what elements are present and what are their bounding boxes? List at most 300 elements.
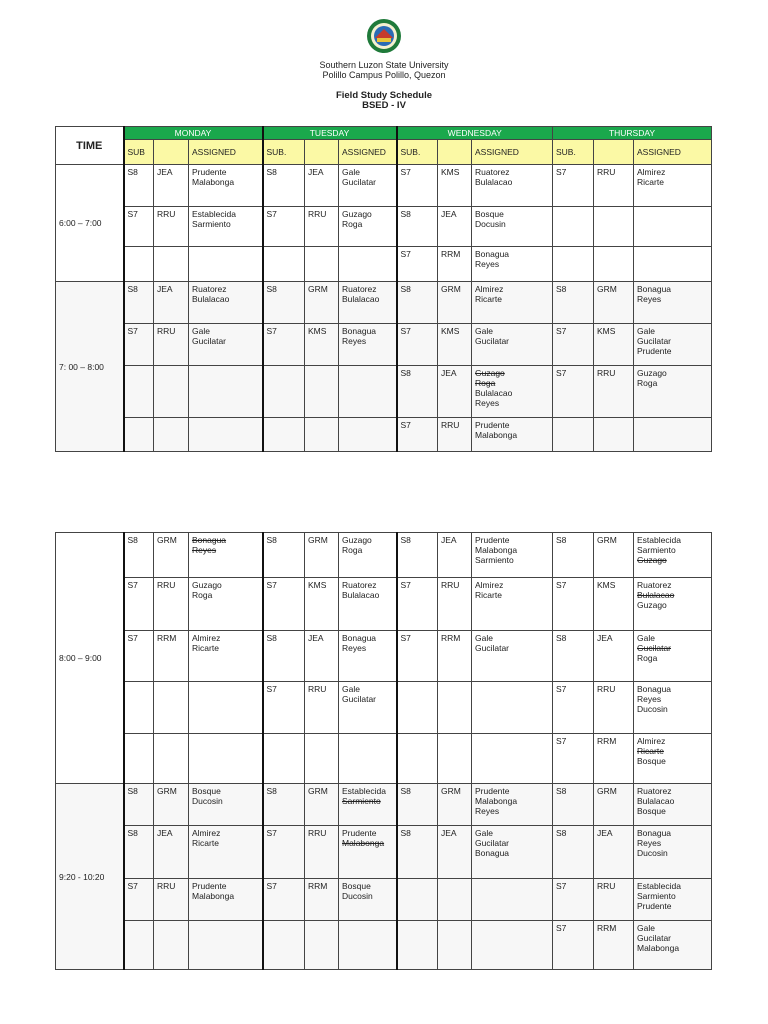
subject-cell [397, 921, 438, 970]
time-slot: 6:00 – 7:00 [56, 165, 124, 282]
schedule-row [56, 784, 712, 826]
assignee-name: Almirez [192, 828, 221, 838]
assigned-cell [189, 418, 263, 452]
assignee-name: Ruatorez [637, 786, 672, 796]
struck-name: Bonagua [192, 535, 227, 545]
assigned-cell [339, 366, 397, 418]
assignee-name: Ruatorez [475, 167, 510, 177]
assigned-cell [634, 921, 712, 970]
assignee-name: Establecida [637, 535, 681, 545]
assigned-cell [634, 682, 712, 734]
assignee-name: Bonagua [342, 633, 377, 643]
assigned-cell [189, 826, 263, 879]
assigned-cell [634, 324, 712, 366]
teacher-code-cell [154, 366, 189, 418]
subject-cell [263, 247, 305, 282]
assigned-cell [189, 366, 263, 418]
assigned-cell [472, 631, 553, 682]
assigned-cell [339, 418, 397, 452]
assignee-name: Bulalacao [475, 177, 513, 187]
teacher-code-cell [438, 921, 472, 970]
assignee-name: Ruatorez [637, 580, 672, 590]
assigned-cell [634, 366, 712, 418]
subject-cell: S8 [553, 826, 594, 879]
schedule-row [56, 207, 712, 247]
assigned-cell [339, 207, 397, 247]
subject-cell: S8 [124, 533, 154, 578]
assignee-name: Bulalacao [342, 294, 380, 304]
teacher-code-cell: RRU [438, 578, 472, 631]
schedule-row [56, 324, 712, 366]
assignee-name: Prudente [342, 828, 377, 838]
assignee-name: Prudente [192, 881, 227, 891]
subject-cell: S7 [553, 324, 594, 366]
subject-cell: S7 [124, 631, 154, 682]
teacher-code-cell [154, 682, 189, 734]
subject-cell: S8 [124, 784, 154, 826]
assignee-name: Gucilatar [475, 643, 510, 653]
schedule-row [56, 533, 712, 578]
teacher-code-cell [305, 366, 339, 418]
assignee-name: Bosque [192, 786, 221, 796]
subject-cell [124, 921, 154, 970]
teacher-code-cell: RRM [438, 247, 472, 282]
assignee-name: Bonagua [637, 284, 672, 294]
assigned-cell [472, 533, 553, 578]
struck-name: Bulalacao [637, 590, 675, 600]
subject-cell [263, 734, 305, 784]
subject-cell: S8 [397, 282, 438, 324]
schedule-table-top [55, 126, 712, 452]
subject-cell [397, 682, 438, 734]
subject-cell [553, 418, 594, 452]
assignee-name: Gale [342, 684, 360, 694]
teacher-code-cell: RRU [438, 418, 472, 452]
assignee-name: Reyes [637, 294, 662, 304]
subject-cell: S7 [553, 578, 594, 631]
assignee-name: Guzago [637, 600, 667, 610]
assignee-name: Reyes [475, 259, 500, 269]
assigned-cell [472, 165, 553, 207]
teacher-code-cell [305, 734, 339, 784]
subject-cell [124, 682, 154, 734]
assignee-name: Sarmiento [192, 219, 231, 229]
sub-header: SUB. [553, 140, 594, 165]
assigned-cell [472, 734, 553, 784]
assignee-name: Bonagua [637, 828, 672, 838]
assignee-name: Ducosin [637, 704, 668, 714]
schedule-title: Field Study Schedule [335, 90, 433, 101]
subject-cell: S7 [124, 578, 154, 631]
subject-cell: S7 [397, 324, 438, 366]
assigned-cell [339, 324, 397, 366]
subject-cell: S8 [553, 784, 594, 826]
teacher-code-cell: GRM [594, 282, 634, 324]
assignee-name: Docusin [475, 219, 506, 229]
teacher-code-cell: KMS [438, 165, 472, 207]
teacher-code-cell [438, 682, 472, 734]
assigned-cell [472, 826, 553, 879]
assignee-name: Sarmiento [475, 555, 514, 565]
subject-cell [263, 366, 305, 418]
subject-cell: S7 [553, 734, 594, 784]
assignee-name: Prudente [475, 420, 510, 430]
subject-cell [263, 921, 305, 970]
struck-name: Gucilatar [637, 643, 672, 653]
struck-name: Malabonga [342, 838, 385, 848]
schedule-table-bottom [55, 532, 712, 970]
teacher-code-cell: RRU [594, 682, 634, 734]
schedule-row [56, 578, 712, 631]
schedule-row [56, 734, 712, 784]
subject-cell: S7 [397, 165, 438, 207]
assignee-name: Gucilatar [192, 336, 227, 346]
teacher-code-cell: JEA [305, 631, 339, 682]
schedule-row [56, 631, 712, 682]
assigned-cell [339, 282, 397, 324]
teacher-code-cell [305, 921, 339, 970]
assigned-cell [189, 324, 263, 366]
assignee-name: Bonagua [342, 326, 377, 336]
assignee-name: Prudente [192, 167, 227, 177]
subject-cell: S7 [263, 324, 305, 366]
teacher-code-cell: JEA [438, 366, 472, 418]
teacher-code-cell: GRM [594, 784, 634, 826]
assignee-name: Gucilatar [342, 177, 377, 187]
assignee-name: Gale [475, 828, 493, 838]
time-slot: 7: 00 – 8:00 [56, 282, 124, 452]
blank-header [305, 140, 339, 165]
teacher-code-cell [154, 921, 189, 970]
assignee-name: Ruatorez [192, 284, 227, 294]
university-seal-icon [366, 18, 402, 54]
assigned-cell [634, 578, 712, 631]
assigned-cell [189, 879, 263, 921]
day-tuesday: TUESDAY [263, 127, 397, 140]
assignee-name: Ruatorez [342, 580, 377, 590]
schedule-row [56, 682, 712, 734]
assignee-name: Roga [637, 653, 658, 663]
teacher-code-cell: JEA [154, 826, 189, 879]
teacher-code-cell: GRM [305, 533, 339, 578]
assignee-name: Gale [192, 326, 210, 336]
day-monday: MONDAY [124, 127, 263, 140]
subject-cell: S7 [124, 207, 154, 247]
teacher-code-cell: GRM [154, 533, 189, 578]
assignee-name: Prudente [475, 786, 510, 796]
assignee-name: Gucilatar [342, 694, 377, 704]
struck-name: Guzago [637, 555, 667, 565]
assignee-name: Gale [475, 326, 493, 336]
teacher-code-cell: RRM [154, 631, 189, 682]
assignee-name: Gale [637, 633, 655, 643]
assigned-header: ASSIGNED [472, 140, 553, 165]
teacher-code-cell [154, 418, 189, 452]
schedule-row [56, 418, 712, 452]
assigned-cell [339, 682, 397, 734]
assigned-cell [339, 533, 397, 578]
assigned-cell [339, 734, 397, 784]
time-slot: 9:20 - 10:20 [56, 784, 124, 970]
subject-cell: S8 [397, 533, 438, 578]
assignee-name: Ruatorez [342, 284, 377, 294]
assignee-name: Ducosin [637, 848, 668, 858]
subject-cell: S8 [397, 826, 438, 879]
teacher-code-cell: JEA [438, 826, 472, 879]
assignee-name: Reyes [475, 806, 500, 816]
sub-header: SUB. [397, 140, 438, 165]
assigned-cell [472, 879, 553, 921]
subject-cell: S7 [124, 879, 154, 921]
assigned-cell [189, 578, 263, 631]
subject-cell: S8 [263, 784, 305, 826]
assignee-name: Guzago [342, 535, 372, 545]
subject-cell: S7 [263, 826, 305, 879]
assignee-name: Gale [475, 633, 493, 643]
subject-cell: S8 [124, 826, 154, 879]
assigned-cell [634, 631, 712, 682]
assignee-name: Prudente [475, 535, 510, 545]
assigned-cell [472, 418, 553, 452]
assignee-name: Establecida [192, 209, 236, 219]
subject-cell: S8 [263, 631, 305, 682]
assignee-name: Gucilatar [637, 336, 672, 346]
teacher-code-cell [438, 879, 472, 921]
assigned-cell [634, 418, 712, 452]
teacher-code-cell: KMS [594, 578, 634, 631]
assigned-cell [634, 533, 712, 578]
assignee-name: Ricarte [192, 838, 219, 848]
assigned-cell [634, 879, 712, 921]
assignee-name: Gucilatar [475, 838, 510, 848]
assignee-name: Malabonga [192, 177, 235, 187]
subject-cell: S7 [263, 682, 305, 734]
assigned-header: ASSIGNED [189, 140, 263, 165]
assigned-cell [189, 207, 263, 247]
time-header: TIME [56, 127, 124, 165]
assignee-name: Bulalacao [475, 388, 513, 398]
assignee-name: Ricarte [637, 177, 664, 187]
assignee-name: Ricarte [475, 590, 502, 600]
assigned-cell [339, 165, 397, 207]
teacher-code-cell: RRU [594, 366, 634, 418]
assignee-name: Roga [342, 219, 363, 229]
subject-cell [124, 247, 154, 282]
teacher-code-cell: GRM [594, 533, 634, 578]
teacher-code-cell: RRU [594, 165, 634, 207]
assignee-name: Prudente [637, 346, 672, 356]
assigned-cell [634, 165, 712, 207]
subject-cell: S7 [397, 418, 438, 452]
assignee-name: Roga [192, 590, 213, 600]
assigned-cell [189, 165, 263, 207]
subject-cell [124, 366, 154, 418]
assigned-cell [634, 826, 712, 879]
assignee-name: Almirez [475, 580, 504, 590]
assignee-name: Ricarte [475, 294, 502, 304]
teacher-code-cell: RRU [154, 207, 189, 247]
assignee-name: Bosque [475, 209, 504, 219]
assignee-name: Bonagua [637, 684, 672, 694]
assignee-name: Guzago [192, 580, 222, 590]
assignee-name: Establecida [637, 881, 681, 891]
subject-cell: S8 [124, 165, 154, 207]
struck-name: Guzago [475, 368, 505, 378]
assigned-cell [189, 631, 263, 682]
subject-cell: S7 [553, 366, 594, 418]
assignee-name: Reyes [475, 398, 500, 408]
teacher-code-cell [154, 247, 189, 282]
assignee-name: Almirez [475, 284, 504, 294]
teacher-code-cell [154, 734, 189, 784]
assignee-name: Reyes [637, 838, 662, 848]
assigned-cell [634, 784, 712, 826]
assignee-name: Almirez [637, 167, 666, 177]
assignee-name: Gale [637, 923, 655, 933]
struck-name: Roga [475, 378, 496, 388]
subject-cell: S7 [397, 247, 438, 282]
subject-cell: S7 [124, 324, 154, 366]
subject-cell: S7 [553, 921, 594, 970]
assigned-cell [472, 682, 553, 734]
assigned-cell [339, 921, 397, 970]
assigned-cell [634, 207, 712, 247]
assigned-cell [472, 282, 553, 324]
subject-cell [553, 247, 594, 282]
subject-cell: S8 [263, 165, 305, 207]
schedule-row [56, 826, 712, 879]
subject-cell: S7 [263, 879, 305, 921]
subject-cell [263, 418, 305, 452]
teacher-code-cell [305, 418, 339, 452]
assigned-cell [189, 282, 263, 324]
subject-cell: S8 [397, 366, 438, 418]
assigned-cell [472, 578, 553, 631]
teacher-code-cell: JEA [154, 282, 189, 324]
subject-cell: S8 [263, 282, 305, 324]
teacher-code-cell: RRU [305, 207, 339, 247]
assignee-name: Establecida [342, 786, 386, 796]
assignee-name: Bonagua [475, 249, 510, 259]
teacher-code-cell: JEA [594, 631, 634, 682]
teacher-code-cell: GRM [305, 282, 339, 324]
assignee-name: Reyes [342, 643, 367, 653]
schedule-row [56, 165, 712, 207]
subject-cell: S8 [397, 207, 438, 247]
assigned-cell [339, 631, 397, 682]
assignee-name: Guzago [342, 209, 372, 219]
day-wednesday: WEDNESDAY [397, 127, 553, 140]
subject-cell: S7 [553, 879, 594, 921]
teacher-code-cell: GRM [305, 784, 339, 826]
assignee-name: Reyes [342, 336, 367, 346]
teacher-code-cell: RRU [305, 826, 339, 879]
subject-cell: S7 [263, 207, 305, 247]
campus-address: Polillo Campus Polillo, Quezon [322, 70, 446, 80]
teacher-code-cell [594, 418, 634, 452]
schedule-row [56, 247, 712, 282]
assigned-cell [189, 533, 263, 578]
teacher-code-cell: RRU [154, 324, 189, 366]
assigned-cell [339, 879, 397, 921]
teacher-code-cell: RRM [305, 879, 339, 921]
assignee-name: Roga [637, 378, 658, 388]
assignee-name: Bulalacao [192, 294, 230, 304]
assignee-name: Gucilatar [637, 933, 672, 943]
subject-cell: S8 [263, 533, 305, 578]
assignee-name: Sarmiento [637, 891, 676, 901]
teacher-code-cell [305, 247, 339, 282]
teacher-code-cell [438, 734, 472, 784]
assigned-header: ASSIGNED [339, 140, 397, 165]
teacher-code-cell: JEA [594, 826, 634, 879]
day-thursday: THURSDAY [553, 127, 712, 140]
assigned-cell [189, 921, 263, 970]
assigned-cell [189, 247, 263, 282]
subject-cell: S8 [553, 282, 594, 324]
assigned-cell [472, 366, 553, 418]
assigned-cell [472, 207, 553, 247]
assigned-cell [634, 734, 712, 784]
assignee-name: Malabonga [475, 796, 518, 806]
subject-cell: S8 [124, 282, 154, 324]
subject-cell: S7 [553, 682, 594, 734]
assignee-name: Bulalacao [342, 590, 380, 600]
assigned-cell [339, 784, 397, 826]
subject-cell [397, 879, 438, 921]
assignee-name: Gucilatar [475, 336, 510, 346]
assigned-cell [634, 282, 712, 324]
university-name: Southern Luzon State University [319, 60, 449, 70]
teacher-code-cell: RRU [154, 879, 189, 921]
assignee-name: Almirez [637, 736, 666, 746]
teacher-code-cell: JEA [438, 533, 472, 578]
blank-header [594, 140, 634, 165]
teacher-code-cell: GRM [438, 784, 472, 826]
assigned-cell [339, 247, 397, 282]
teacher-code-cell: RRM [594, 734, 634, 784]
assignee-name: Guzago [637, 368, 667, 378]
subject-cell [553, 207, 594, 247]
assignee-name: Reyes [637, 694, 662, 704]
assigned-cell [472, 247, 553, 282]
subject-cell [124, 418, 154, 452]
schedule-subtitle: BSED - IV [362, 100, 406, 111]
teacher-code-cell: JEA [305, 165, 339, 207]
teacher-code-cell [594, 247, 634, 282]
teacher-code-cell: RRU [154, 578, 189, 631]
schedule-row [56, 366, 712, 418]
time-slot: 8:00 – 9:00 [56, 533, 124, 784]
teacher-code-cell: RRU [594, 879, 634, 921]
teacher-code-cell: KMS [594, 324, 634, 366]
assignee-name: Sarmiento [637, 545, 676, 555]
struck-name: Ricarte [637, 746, 664, 756]
assigned-cell [189, 734, 263, 784]
assignee-name: Ducosin [192, 796, 223, 806]
assigned-cell [472, 324, 553, 366]
blank-header [438, 140, 472, 165]
teacher-code-cell: RRM [438, 631, 472, 682]
subject-cell: S8 [553, 631, 594, 682]
assigned-cell [189, 784, 263, 826]
sub-header: SUB. [263, 140, 305, 165]
assignee-name: Bosque [637, 806, 666, 816]
assignee-name: Malabonga [475, 430, 518, 440]
teacher-code-cell: JEA [438, 207, 472, 247]
subject-cell: S7 [263, 578, 305, 631]
schedule-row [56, 921, 712, 970]
